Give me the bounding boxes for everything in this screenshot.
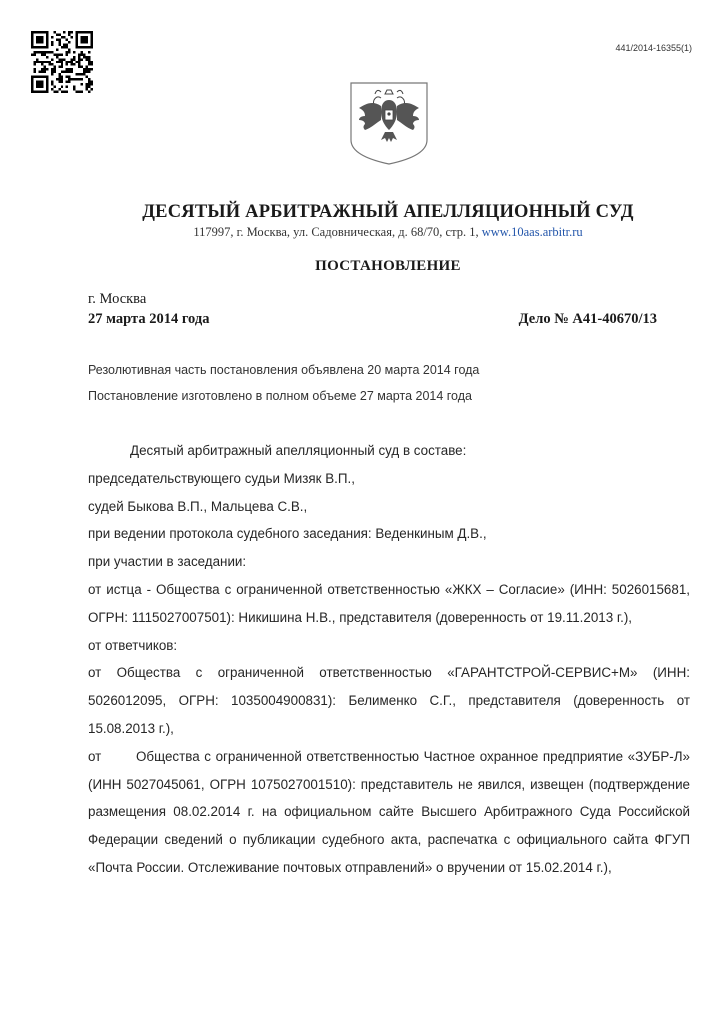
document-body bbox=[88, 437, 690, 882]
document-city: г. Москва bbox=[88, 291, 147, 307]
composition-intro: Десятый арбитражный апелляционный суд в составе: bbox=[130, 443, 467, 458]
address-text: 117997, г. Москва, ул. Садовническая, д. 68/70, стр. 1, bbox=[193, 225, 479, 239]
plaintiff-paragraph: от истца - Общества с ограниченной ответственностью «ЖКХ – Согласие» (ИНН: 5026015681, ОГРН: 1115027007501): Никишина Н.В., представителя (доверенность от 19.11.2013 г.), bbox=[88, 581, 690, 625]
document-id: 441/2014-16355(1) bbox=[615, 43, 692, 53]
case-number: Дело № А41-40670/13 bbox=[518, 311, 657, 327]
document-date: 27 марта 2014 года bbox=[88, 311, 210, 327]
defendant-2-text: Общества с ограниченной ответственностью Частное охранное предприятие «ЗУБР-Л» (ИНН 5027045061, ОГРН 1075027001510): представитель не явился, извещен (подтверждение размещения 08.02.2014 г. на официальном сайте Высшего Арбитражного Суда Российской Федерации сведений о публикации судебного акта, распечатка с официального сайта ФГУП «Почта России. Отслеживание почтовых отправлений» о вручении от 15.02.2014 г.), bbox=[88, 748, 690, 875]
defendants-intro: от ответчиков: bbox=[88, 637, 178, 653]
qr-code-icon bbox=[31, 31, 93, 93]
defendant-1-paragraph: от Общества с ограниченной ответственностью «ГАРАНТСТРОЙ-СЕРВИС+М» (ИНН: 5026012095, ОГРН: 1035004900831): Белименко С.Г., представителя (доверенность от 15.08.2013 г.), bbox=[88, 665, 690, 736]
defendant-2-paragraph bbox=[88, 743, 690, 882]
document-type: ПОСТАНОВЛЕНИЕ bbox=[315, 258, 461, 274]
presiding-judge: председательствующего судьи Мизяк В.П., bbox=[88, 470, 355, 486]
participants-intro: при участии в заседании: bbox=[88, 554, 247, 570]
coat-of-arms-icon bbox=[347, 80, 431, 166]
defendant-2-from: от bbox=[88, 748, 102, 764]
resolution-note: Резолютивная часть постановления объявлена 20 марта 2014 года bbox=[88, 363, 480, 377]
full-text-note: Постановление изготовлено в полном объеме 27 марта 2014 года bbox=[88, 389, 472, 403]
court-website-link[interactable]: www.10aas.arbitr.ru bbox=[481, 225, 583, 239]
judges: судей Быкова В.П., Мальцева С.В., bbox=[88, 498, 308, 514]
court-name: ДЕСЯТЫЙ АРБИТРАЖНЫЙ АПЕЛЛЯЦИОННЫЙ СУД bbox=[142, 202, 634, 222]
clerk: при ведении протокола судебного заседания: Веденкиным Д.В., bbox=[88, 526, 487, 542]
court-address bbox=[0, 225, 724, 240]
